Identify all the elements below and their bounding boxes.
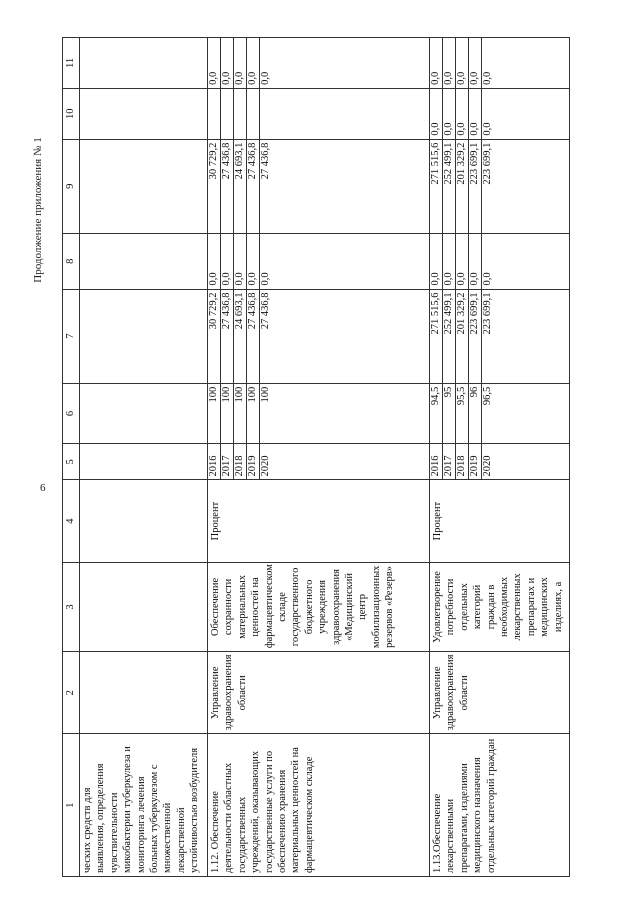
- other-amount: 0,0: [456, 38, 469, 88]
- indicator-value: 95: [443, 384, 456, 443]
- regional-amount: 252 499,1: [443, 140, 456, 233]
- indicator-value: 100: [208, 384, 221, 443]
- other-amount: 0,0: [247, 38, 260, 88]
- column-header: 7: [63, 289, 80, 383]
- regional-cell: [208, 139, 430, 233]
- other-amount: 0,0: [443, 38, 456, 88]
- indicator-name: Обеспечение сохранности материальных ценностей на фармацевтическом складе государственного бюджетного учреждения здравоохранения «Медицинский центр мобилизационных резервов «Резерв»: [208, 562, 430, 651]
- indicator-value: 100: [234, 384, 247, 443]
- total-amount: 271 515,6: [430, 290, 443, 383]
- local-amount: [221, 89, 234, 139]
- other-amount: 0,0: [221, 38, 234, 88]
- other-amount: 0,0: [260, 71, 271, 85]
- local-amount: [234, 89, 247, 139]
- other-amount: 0,0: [234, 38, 247, 88]
- total-amount: 223 699,1: [469, 290, 482, 383]
- federal-amount: 0,0: [247, 234, 260, 289]
- values-cell: [208, 383, 430, 443]
- measure-name: 1.12. Обеспечение деятельности областных государственных учреждений, оказывающих государственные услуги по обеспечению хранения материальных ценностей на фармацевтическом складе: [208, 734, 430, 877]
- table-row: [208, 38, 430, 877]
- unit: Процент: [430, 480, 570, 562]
- year: 2016: [208, 444, 221, 479]
- indicator-value: 94,5: [430, 384, 443, 443]
- local-amount: 0,0: [469, 89, 482, 139]
- column-header: 8: [63, 233, 80, 289]
- column-header: 10: [63, 88, 80, 139]
- indicator-value: 96: [469, 384, 482, 443]
- regional-amount: 201 329,2: [456, 140, 469, 233]
- total-amount: 201 329,2: [456, 290, 469, 383]
- year: 2018: [456, 444, 469, 479]
- table-row: [430, 38, 570, 877]
- indicator-value: 100: [247, 384, 260, 443]
- indicator-name: Удовлетворение потребности отдельных категорий граждан в необходимых лекарственных препаратах и медицинских изделиях, а: [430, 562, 570, 651]
- total-amount: 27 436,8: [247, 290, 260, 383]
- local-cell: [430, 88, 570, 139]
- measure-name: 1.13.Обеспечение лекарственными препаратами, изделиями медицинского назначения отдельных категорий граждан: [430, 734, 570, 877]
- column-header: 9: [63, 139, 80, 233]
- federal-amount: 0,0: [469, 234, 482, 289]
- indicator-value: 100: [260, 386, 271, 403]
- total-cell: [430, 289, 570, 383]
- local-amount: 0,0: [456, 89, 469, 139]
- continuation-text: ческих средств для выявления, определения чувствительности микобактерии туберкулеза и мониторинга лечения больных туберкулезом с множественной лекарственной устойчивостью возбудителя: [80, 734, 208, 877]
- local-cell: [208, 88, 430, 139]
- year: 2019: [247, 444, 260, 479]
- total-amount: 27 436,8: [260, 292, 271, 330]
- federal-cell: [430, 233, 570, 289]
- column-header: 11: [63, 38, 80, 89]
- total-amount: 252 499,1: [443, 290, 456, 383]
- column-header: 3: [63, 562, 80, 651]
- column-header: 4: [63, 480, 80, 562]
- federal-cell: [208, 233, 430, 289]
- executor: Управление здравоохранения области: [430, 652, 570, 734]
- regional-amount: 223 699,1: [469, 140, 482, 233]
- column-header: 6: [63, 383, 80, 443]
- page-number: 6: [40, 482, 46, 494]
- values-cell: [430, 383, 570, 443]
- total-amount: 27 436,8: [221, 290, 234, 383]
- indicator-value: 96,5: [482, 386, 493, 406]
- program-table: [62, 37, 570, 877]
- other-cell: [208, 38, 430, 89]
- local-amount: [260, 89, 272, 139]
- federal-amount: 0,0: [482, 272, 493, 286]
- federal-amount: 0,0: [456, 234, 469, 289]
- regional-amount: 30 729,2: [208, 140, 221, 233]
- years-cell: [430, 444, 570, 480]
- other-amount: 0,0: [430, 38, 443, 88]
- federal-amount: 0,0: [221, 234, 234, 289]
- total-cell: [208, 289, 430, 383]
- local-amount: [247, 89, 260, 139]
- local-amount: 0,0: [430, 89, 443, 139]
- regional-cell: [430, 139, 570, 233]
- other-amount: 0,0: [208, 38, 221, 88]
- local-amount: 0,0: [443, 89, 456, 139]
- regional-amount: 223 699,1: [482, 142, 493, 185]
- federal-amount: 0,0: [208, 234, 221, 289]
- federal-amount: 0,0: [260, 272, 271, 286]
- federal-amount: 0,0: [234, 234, 247, 289]
- unit: Процент: [208, 480, 430, 562]
- federal-amount: 0,0: [430, 234, 443, 289]
- other-amount: 0,0: [469, 38, 482, 88]
- indicator-value: 95,5: [456, 384, 469, 443]
- federal-amount: 0,0: [443, 234, 456, 289]
- year: 2018: [234, 444, 247, 479]
- column-header: 5: [63, 444, 80, 480]
- regional-amount: 24 693,1: [234, 140, 247, 233]
- total-amount: 30 729,2: [208, 290, 221, 383]
- year: 2016: [430, 444, 443, 479]
- header-row: [63, 38, 80, 877]
- other-amount: 0,0: [482, 71, 493, 85]
- total-amount: 24 693,1: [234, 290, 247, 383]
- year: 2017: [221, 444, 234, 479]
- local-amount: 0,0: [482, 122, 493, 136]
- year: 2017: [443, 444, 456, 479]
- regional-amount: 27 436,8: [260, 142, 271, 180]
- appendix-caption: Продолжение приложения № 1: [32, 137, 44, 283]
- regional-amount: 271 515,6: [430, 140, 443, 233]
- regional-amount: 27 436,8: [247, 140, 260, 233]
- indicator-value: 100: [221, 384, 234, 443]
- year: 2020: [260, 455, 271, 477]
- column-header: 2: [63, 652, 80, 734]
- rotated-table-frame: [62, 37, 594, 877]
- year: 2020: [482, 455, 493, 477]
- local-amount: [208, 89, 221, 139]
- year: 2019: [469, 444, 482, 479]
- total-amount: 223 699,1: [482, 292, 493, 335]
- continuation-row: [80, 38, 208, 877]
- column-header: 1: [63, 734, 80, 877]
- executor: Управление здравоохранения области: [208, 652, 430, 734]
- other-cell: [430, 38, 570, 89]
- regional-amount: 27 436,8: [221, 140, 234, 233]
- years-cell: [208, 444, 430, 480]
